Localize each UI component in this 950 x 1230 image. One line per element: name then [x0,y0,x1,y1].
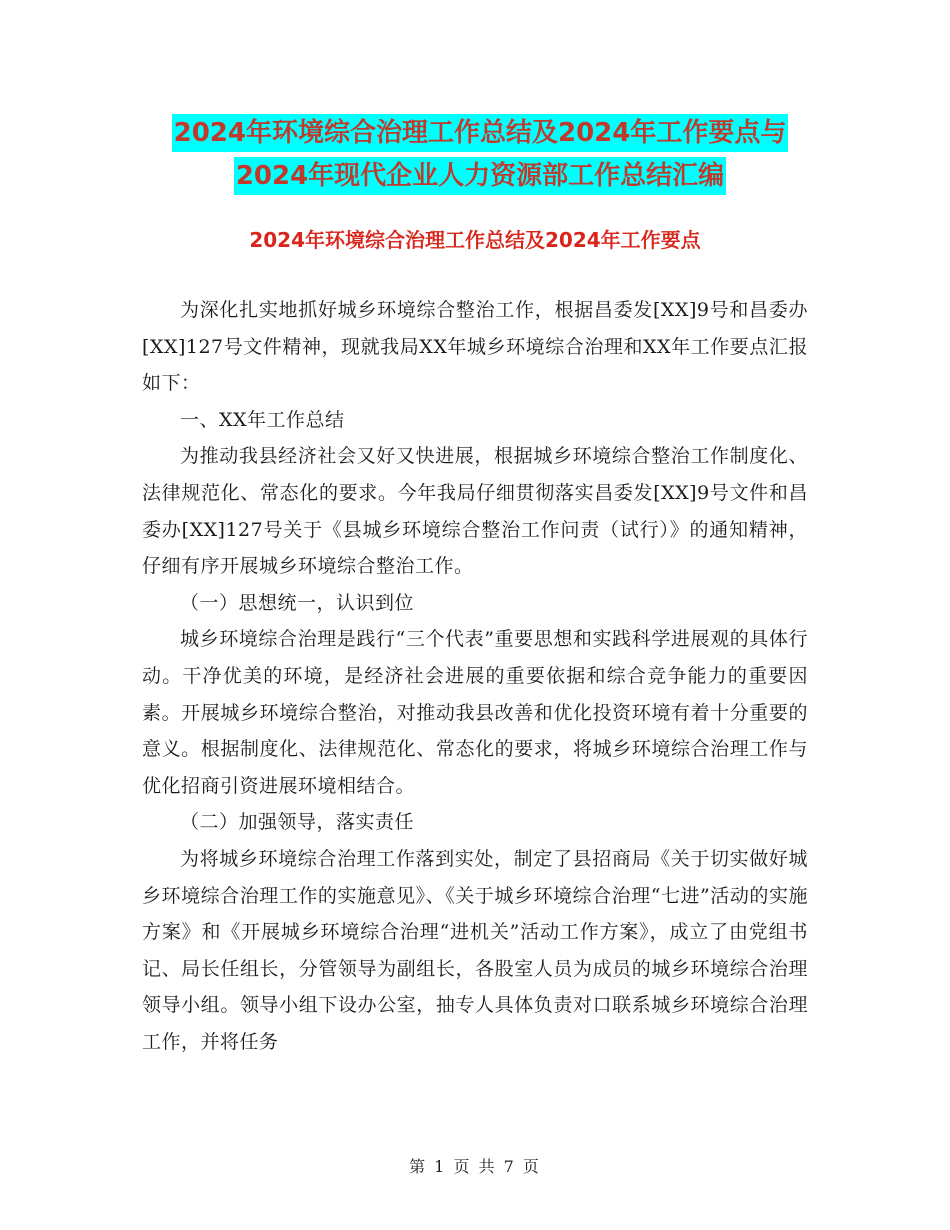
section-subtitle: 2024年环境综合治理工作总结及2024年工作要点 [249,228,701,252]
section-heading: 一、XX年工作总结 [180,408,345,431]
paragraph: 城乡环境综合治理是践行“三个代表”重要思想和实践科学进展观的具体行动。干净优美的环境，是经济社会进展的重要依据和综合竞争能力的重要因素。开展城乡环境综合整治，对推动我县改善和优化投资环境有着十分重要的意义。根据制度化、法律规范化、常态化的要求，将城乡环境综合治理工作与优化招商引资进展环境相结合。 [142,628,808,797]
paragraph: 为推动我县经济社会又好又快进展，根据城乡环境综合整治工作制度化、法律规范化、常态化的要求。今年我局仔细贯彻落实昌委发[XX]9号文件和昌委办[XX]127号关于《县城乡环境综合整治工作问责（试行）》的通知精神，仔细有序开展城乡环境综合整治工作。 [142,445,808,578]
document-body [142,292,808,1060]
paragraph: 为深化扎实地抓好城乡环境综合整治工作，根据昌委发[XX]9号和昌委办[XX]127号文件精神，现就我局XX年城乡环境综合治理和XX年工作要点汇报如下： [142,299,808,395]
document-title-line-2 [140,155,820,192]
page-footer: 第 1 页 共 7 页 [409,1157,541,1176]
paragraph: 为将城乡环境综合治理工作落到实处，制定了县招商局《关于切实做好城乡环境综合治理工作的实施意见》、《关于城乡环境综合治理“七进”活动的实施方案》和《开展城乡环境综合治理“进机关”活动工作方案》，成立了由党组书记、局长任组长，分管领导为副组长，各股室人员为成员的城乡环境综合治理领导小组。领导小组下设办公室，抽专人具体负责对口联系城乡环境综合治理工作，并将任务 [142,847,808,1053]
sub-heading: （二）加强领导，落实责任 [180,811,415,834]
title-highlight-2: 2024年现代企业人力资源部工作总结汇编 [234,157,726,195]
document-title-line-1 [140,112,820,149]
title-highlight-1: 2024年环境综合治理工作总结及2024年工作要点与 [172,114,789,152]
sub-heading: （一）思想统一，认识到位 [180,591,415,614]
